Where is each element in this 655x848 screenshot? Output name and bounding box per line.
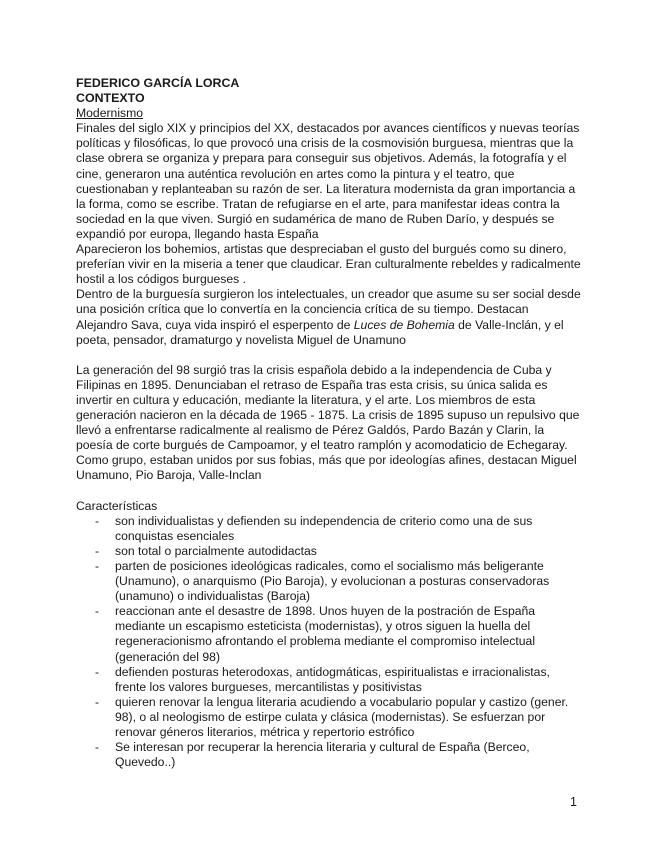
list-item xyxy=(76,695,582,740)
dash-bullet: - xyxy=(95,604,100,619)
subsection-heading: Modernismo xyxy=(76,106,144,121)
list-item-text: son individualistas y defienden su independencia de criterio como una de sus conquistas esenciales xyxy=(115,513,533,543)
list-item-text: son total o parcialmente autodidactas xyxy=(115,543,317,558)
dash-bullet: - xyxy=(95,559,100,573)
list-item xyxy=(76,559,582,604)
dash-bullet: - xyxy=(95,740,100,755)
modernismo-paragraph-3 xyxy=(76,287,582,347)
list-item-text: parten de posiciones ideológicas radicales, como el socialismo más beligerante (Unamuno), o anarquismo (Pio Baroja), y evolucionan a posturas conservadoras (unamuno) o individualistas (Baroja) xyxy=(115,559,550,604)
blank-line xyxy=(76,348,582,363)
modernismo-paragraph-2: Aparecieron los bohemios, artistas que despreciaban el gusto del burgués como su dinero, preferían vivir en la miseria a tener que claudicar. Eran culturalmente rebeldes y radicalmente hostil a los códigos burgueses . xyxy=(76,242,581,287)
author-heading: FEDERICO GARCÍA LORCA xyxy=(76,76,240,90)
dash-bullet: - xyxy=(95,513,100,528)
list-item-text: Se interesan por recuperar la herencia literaria y cultural de España (Berceo, Quevedo..) xyxy=(115,740,530,770)
dash-bullet: - xyxy=(95,694,100,709)
list-item xyxy=(76,740,582,770)
section-heading: CONTEXTO xyxy=(76,91,145,106)
list-item-text: reaccionan ante el desastre de 1898. Unos huyen de la postración de España mediante un escapismo esteticista (modernistas), y otros siguen la huella del regeneracionismo afrontando el problema mediante el compromiso intelectual (generación del 98) xyxy=(115,604,536,664)
generacion-98-paragraph: La generación del 98 surgió tras la crisis española debido a la independencia de Cuba y Filipinas en 1895. Denunciaban el retraso de España tras esta crisis, su única salida es invertir en cultura y educación, mediante la literatura, y el arte. Los miembros de esta generación nacieron en la década de 1965 - 1875. La crisis de 1895 supuso un repulsivo que llevó a enfrentarse radicalmente al realismo de Pérez Galdós, Pardo Bazán y Clarin, la poesía de corte burgués de Campoamor, y el teatro ramplón y acomodaticio de Echegaray. Como grupo, estaban unidos por sus fobias, más que por ideologías afines, destacan Miguel Unamuno, Pio Baroja, Valle-Inclan xyxy=(76,362,580,483)
dash-bullet: - xyxy=(95,664,100,679)
book-title-italic: Luces de Bohemia xyxy=(353,317,455,332)
paragraph-3-text-end: de Valle-Inclán, y el poeta, pensador, dramaturgo y novelista Miguel de Unamuno xyxy=(76,317,564,347)
page-number: 1 xyxy=(570,795,577,809)
list-item-text: quieren renovar la lengua literaria acudiendo a vocabulario popular y castizo (gener. 98), o al neologismo de estirpe culata y clásica (modernistas). Se esfuerzan por renovar géneros literarios, métrica y repertorio estrófico xyxy=(115,694,569,740)
document-body xyxy=(76,76,582,770)
caracteristicas-list xyxy=(76,514,582,771)
list-item-text: defienden posturas heterodoxas, antidogmáticas, espiritualistas e irracionalistas, frente los valores burgueses, mercantilistas y positivistas xyxy=(115,664,550,694)
list-item xyxy=(76,665,582,695)
list-item xyxy=(76,544,582,559)
paragraph-3-text-start: Dentro de la burguesía surgieron los intelectuales, un creador que asume su ser social desde una posición crítica que lo convertía en la conciencia crítica de su tiempo. Destacan Alejandro Sava, cuya vida inspiró el esperpento de xyxy=(76,287,581,332)
blank-line xyxy=(76,484,582,499)
dash-bullet: - xyxy=(95,543,100,558)
list-item xyxy=(76,604,582,664)
modernismo-paragraph-1: Finales del siglo XIX y principios del XX, destacados por avances científicos y nuevas teorías políticas y filosóficas, lo que provocó una crisis de la cosmovisión burguesa, mientras que la clase obrera se organiza y prepara para conseguir sus objetivos. Además, la fotografía y el cine, generaron una auténtica revolución en artes como la pintura y el teatro, que cuestionaban y replanteaban su razón de ser. La literatura modernista da gran importancia a la forma, como se escribe. Tratan de refugiarse en el arte, para manifestar ideas contra la sociedad en la que viven. Surgió en sudamérica de mano de Ruben Darío, y después se expandió por europa, llegando hasta España xyxy=(76,121,580,241)
list-item xyxy=(76,514,582,544)
caracteristicas-title: Características xyxy=(76,498,158,513)
